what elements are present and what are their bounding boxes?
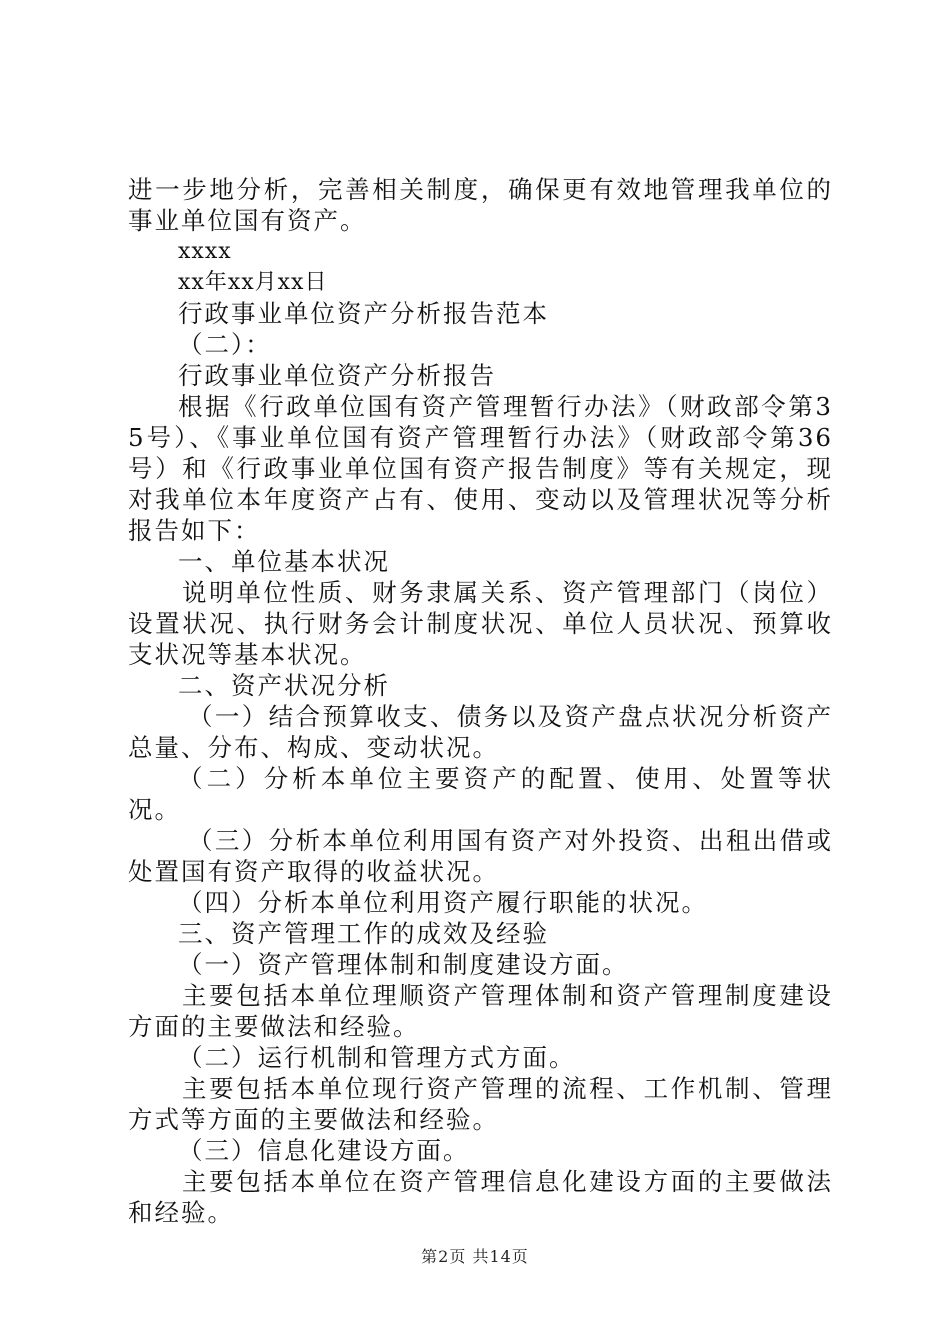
paragraph-management-3: 主要包括本单位在资产管理信息化建设方面的主要做法和经验。 (128, 1167, 833, 1227)
page-number-footer: 第2页 共14页 (421, 1247, 529, 1266)
item-asset-analysis-2: （二）分析本单位主要资产的配置、使用、处置等状况。 (128, 764, 833, 824)
signature-org: xxxx (178, 239, 232, 264)
report-title: 行政事业单位资产分析报告 (178, 361, 496, 390)
item-management-3: （三）信息化建设方面。 (178, 1136, 470, 1165)
document-body (128, 174, 833, 1228)
heading-management-results: 三、资产管理工作的成效及经验 (178, 919, 549, 948)
paragraph-intro: 根据《行政单位国有资产管理暂行办法》（财政部令第35号）、《事业单位国有资产管理暂行办法》（财政部令第36号）和《行政事业单位国有资产报告制度》等有关规定，现对我单位本年度资产占有、使用、变动以及管理状况等分析报告如下： (128, 392, 833, 545)
paragraph-management-1: 主要包括本单位理顺资产管理体制和资产管理制度建设方面的主要做法和经验。 (128, 981, 833, 1041)
paragraph-continuation: 进一步地分析，完善相关制度，确保更有效地管理我单位的事业单位国有资产。 (128, 175, 833, 235)
section-title: 行政事业单位资产分析报告范本 (178, 299, 549, 328)
item-management-1: （一）资产管理体制和制度建设方面。 (178, 950, 629, 979)
item-asset-analysis-1: （一）结合预算收支、债务以及资产盘点状况分析资产总量、分布、构成、变动状况。 (128, 702, 833, 762)
item-asset-analysis-4: （四）分析本单位利用资产履行职能的状况。 (178, 888, 708, 917)
signature-date: xx年xx月xx日 (178, 270, 328, 295)
heading-basic-status: 一、单位基本状况 (178, 547, 390, 576)
item-management-2: （二）运行机制和管理方式方面。 (178, 1043, 576, 1072)
paragraph-basic-status: 说明单位性质、财务隶属关系、资产管理部门（岗位）设置状况、执行财务会计制度状况、单位人员状况、预算收支状况等基本状况。 (128, 578, 833, 669)
paragraph-management-2: 主要包括本单位现行资产管理的流程、工作机制、管理方式等方面的主要做法和经验。 (128, 1074, 833, 1134)
heading-asset-analysis: 二、资产状况分析 (178, 671, 390, 700)
item-asset-analysis-3: （三）分析本单位利用国有资产对外投资、出租出借或处置国有资产取得的收益状况。 (128, 826, 833, 886)
section-subtitle: （二）： (178, 330, 272, 359)
